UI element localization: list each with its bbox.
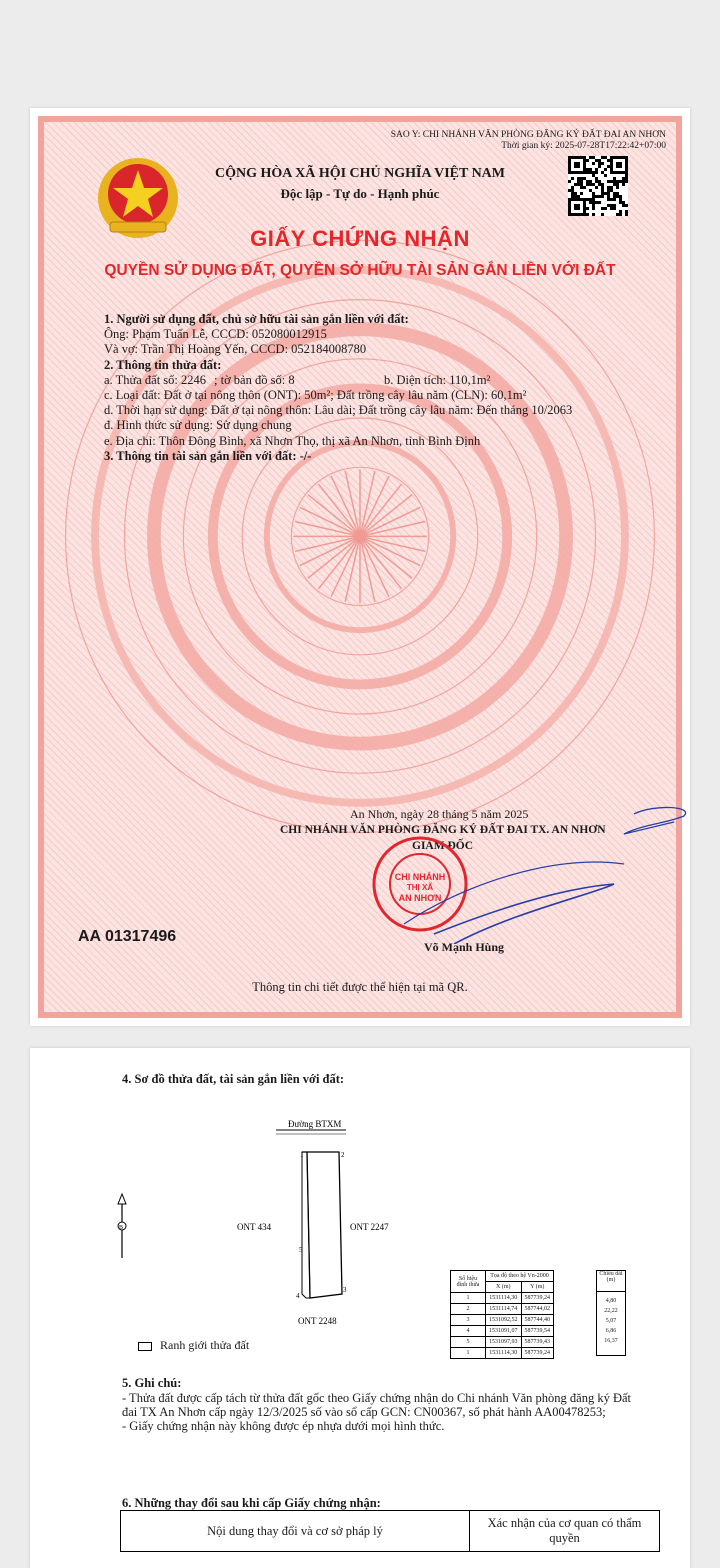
col-distance: Chiều dài (m) [597, 1271, 625, 1292]
svg-text:3: 3 [343, 1286, 347, 1294]
svg-text:THỊ XÃ: THỊ XÃ [406, 883, 434, 892]
usage-duration: d. Thời hạn sử dụng: Đất ở tại nông thôn: Lâu dài; Đất trồng cây lâu năm: Đến tháng 10/2063 [104, 403, 573, 418]
table-cell: 4 [451, 1326, 486, 1337]
section1-heading: 1. Người sử dụng đất, chủ sở hữu tài sản gắn liền với đất: [104, 312, 409, 326]
table-cell: 587739,43 [521, 1337, 554, 1348]
col-coord-group: Tọa độ theo hệ Vn-2000 [486, 1271, 554, 1282]
col-x: X (m) [486, 1282, 522, 1293]
table-row [451, 1315, 554, 1326]
table-cell: 1531114,30 [486, 1293, 522, 1304]
signer-name: Võ Mạnh Hùng [424, 940, 505, 954]
svg-text:2: 2 [341, 1151, 345, 1159]
col-authority-confirmation: Xác nhận của cơ quan có thẩm quyền [470, 1511, 660, 1552]
col-change-content: Nội dung thay đổi và cơ sở pháp lý [121, 1511, 470, 1552]
table-row [451, 1337, 554, 1348]
note-1: - Thửa đất được cấp tách từ thửa đất gốc theo Giấy chứng nhận do Chi nhánh Văn phòng đăng ký Đất đai TX An Nhơn cấp ngày 12/3/2025 số vào sổ cấp GCN: CN00367, số phát hành AA00478253; [122, 1391, 631, 1419]
certificate-title: GIẤY CHỨNG NHẬN [250, 226, 470, 251]
parcel-row [104, 373, 572, 388]
table-cell: 587744,40 [521, 1315, 554, 1326]
table-cell: 5 [451, 1337, 486, 1348]
legend [138, 1338, 249, 1353]
distance-column [596, 1270, 626, 1356]
section3-heading: 3. Thông tin tài sản gắn liền với đất: -/- [104, 448, 312, 463]
table-cell: 1 [451, 1348, 486, 1359]
neighbor-bottom: ONT 2248 [298, 1316, 337, 1326]
certificate-content [104, 312, 572, 464]
copy-note-line1: SAO Y: CHI NHÁNH VĂN PHÒNG ĐĂNG KÝ ĐẤT ĐAI AN NHƠN [390, 130, 666, 140]
parcel-area: b. Diện tích: 110,1m² [384, 372, 491, 387]
table-cell: 1531092,52 [486, 1315, 522, 1326]
certificate-frame [38, 116, 682, 1018]
parcel-address: e. Địa chỉ: Thôn Đông Bình, xã Nhơn Thọ, thị xã An Nhơn, tỉnh Bình Định [104, 433, 481, 448]
director-signature-icon [394, 794, 690, 944]
copy-note-line2: Thời gian ký: 2025-07-28T17:22:42+07:00 [501, 141, 666, 151]
svg-text:4: 4 [296, 1292, 300, 1300]
neighbor-left: ONT 434 [237, 1222, 272, 1232]
table-row [451, 1293, 554, 1304]
note-2: - Giấy chứng nhận này không được ép nhựa dưới mọi hình thức. [122, 1419, 445, 1433]
certificate-subtitle: QUYỀN SỬ DỤNG ĐẤT, QUYỀN SỞ HỮU TÀI SẢN GẮN LIỀN VỚI ĐẤT [104, 262, 616, 279]
table-cell: 587739,24 [521, 1348, 554, 1359]
issue-date: An Nhơn, ngày 28 tháng 5 năm 2025 [350, 807, 529, 821]
north-arrow-icon [118, 1194, 126, 1258]
electronic-copy-note [391, 130, 666, 152]
distance-value: 5,07 [605, 1318, 617, 1324]
svg-text:5: 5 [299, 1246, 303, 1254]
serial-number: AA 01317496 [78, 928, 177, 945]
table-row [451, 1304, 554, 1315]
motto: Độc lập - Tự do - Hạnh phúc [280, 186, 440, 201]
section4-heading: 4. Sơ đồ thửa đất, tài sản gắn liền với đất: [122, 1072, 345, 1086]
svg-text:AN NHƠN: AN NHƠN [398, 893, 442, 903]
table-row [451, 1348, 554, 1359]
table-cell: 1531097,93 [486, 1337, 522, 1348]
legend-label: Ranh giới thửa đất [160, 1338, 250, 1352]
section6-heading: 6. Những thay đổi sau khi cấp Giấy chứng nhận: [122, 1496, 381, 1510]
table-cell: 587739,54 [521, 1326, 554, 1337]
distance-value: 22,22 [604, 1308, 618, 1314]
owner-2: Và vợ: Trần Thị Hoàng Yến, CCCD: 052184008780 [104, 342, 367, 357]
section2-heading: 2. Thông tin thửa đất: [104, 357, 222, 372]
land-type: c. Loại đất: Đất ở tại nông thôn (ONT): 50m²; Đất trồng cây lâu năm (CLN): 60,1m² [104, 388, 527, 403]
director-title: GIÁM ĐỐC [412, 840, 474, 852]
changes-table [120, 1510, 660, 1552]
col-y: Y (m) [521, 1282, 554, 1293]
boundary-legend-icon [138, 1342, 152, 1351]
parcel-number: a. Thửa đất số: 2246 [104, 372, 207, 387]
svg-text:1: 1 [300, 1151, 304, 1159]
section5-heading: 5. Ghi chú: [122, 1376, 182, 1390]
table-cell: 587739,24 [521, 1293, 554, 1304]
svg-text:CHI NHÁNH: CHI NHÁNH [394, 872, 446, 882]
certificate-back-page [30, 1048, 690, 1568]
notes [122, 1391, 642, 1433]
issuing-office: CHI NHÁNH VĂN PHÒNG ĐĂNG KÝ ĐẤT ĐAI TX. AN NHƠN [280, 824, 606, 836]
svg-text:B: B [119, 1225, 124, 1231]
table-cell: 1531114,30 [486, 1348, 522, 1359]
table-cell: 3 [451, 1315, 486, 1326]
table-cell: 1531091,07 [486, 1326, 522, 1337]
table-cell: 587744,02 [521, 1304, 554, 1315]
distance-value: 4,80 [605, 1298, 617, 1304]
usage-form: đ. Hình thức sử dụng: Sử dụng chung [104, 418, 292, 433]
distance-value: 16,37 [604, 1338, 618, 1344]
col-point: Số hiệu đỉnh thửa [451, 1271, 486, 1293]
table-cell: 2 [451, 1304, 486, 1315]
table-cell: 1 [451, 1293, 486, 1304]
table-row [451, 1326, 554, 1337]
neighbor-right: ONT 2247 [350, 1222, 389, 1232]
country-name: CỘNG HÒA XÃ HỘI CHỦ NGHĨA VIỆT NAM [214, 166, 505, 181]
qr-note: Thông tin chi tiết được thể hiện tại mã QR. [252, 980, 468, 994]
map-sheet: ; tờ bản đồ số: 8 [214, 372, 295, 387]
road-label: Đường BTXM [288, 1119, 342, 1129]
distance-value: 6,86 [605, 1328, 617, 1334]
table-cell: 1531114,74 [486, 1304, 522, 1315]
certificate-page [30, 108, 690, 1026]
coordinates-table [450, 1270, 554, 1359]
owner-1: Ông: Phạm Tuấn Lễ, CCCD: 052080012915 [104, 327, 327, 342]
